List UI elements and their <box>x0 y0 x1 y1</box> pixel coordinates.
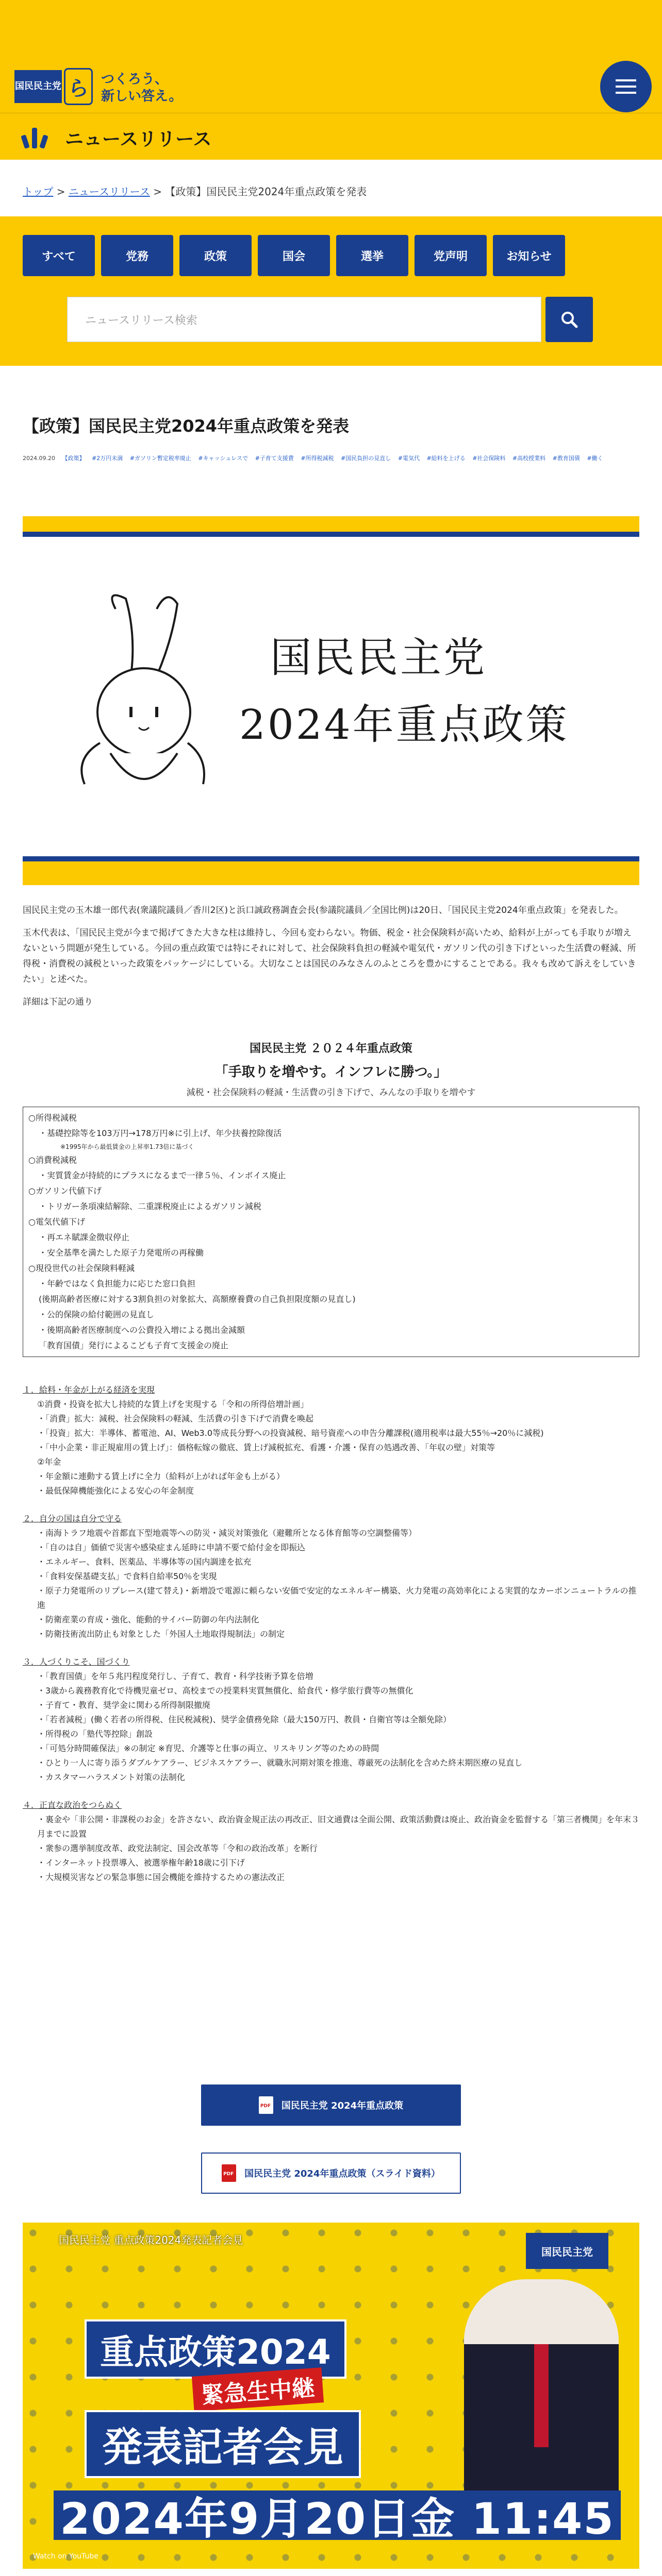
category-tabs <box>23 235 565 276</box>
tagline <box>101 71 183 105</box>
detail-item: ・カスタマーハラスメント対策の法制化 <box>37 1772 185 1782</box>
tagline-line-1: つくろう、 <box>101 72 169 87</box>
tag[interactable]: #国民負担の見直し <box>341 455 391 462</box>
summary-line: ○ガソリン代値下げ <box>28 1186 102 1196</box>
pdf-slides-button[interactable] <box>201 2153 461 2194</box>
detail-item: ・子育て・教育、奨学金に関わる所得制限撤廃 <box>37 1700 211 1710</box>
article-title: 【政策】国民民主党2024年重点政策を発表 <box>23 416 350 436</box>
detail-item: ・防衛技術流出防止も対象とした「外国人土地取得規制法」の制定 <box>37 1629 285 1639</box>
summary-line: ・基礎控除等を103万円→178万円※に引上げ、年少扶養控除復活 <box>39 1128 282 1138</box>
rabbit-mascot-icon <box>54 588 229 805</box>
hamburger-icon <box>616 79 636 94</box>
detail-item: ・ひとり一人に寄り添うダブルケアラー、ビジネスケアラー、就職氷河期対策を推進、尊厳死の法制化を含めた終末期医療の見直し <box>37 1758 523 1768</box>
summary-line: ・安全基準を満たした原子力発電所の再稼働 <box>39 1248 204 1258</box>
video-text-1: 重点政策2024 <box>85 2319 346 2379</box>
detail-heading: ２．自分の国は自分で守る <box>23 1514 122 1523</box>
video-text-4: 2024年9月20日金 11:45 <box>54 2490 621 2540</box>
tag[interactable]: #ガソリン暫定税率廃止 <box>129 455 191 462</box>
section-title: ニュースリリース <box>65 129 212 150</box>
detail-item: ・裏金や「非公開・非課税のお金」を許さない、政治資金規正法の再改正、旧文通費は全面公開、政策活動費は廃止、政治資金を監督する「第三者機関」を年末３月までに設置 <box>37 1815 640 1839</box>
policy-detail <box>23 1383 639 1885</box>
detail-item: ・インターネット投票導入、被選挙権年齢18歳に引下げ <box>37 1858 245 1868</box>
detail-item: ・「消費」拡大：減税、社会保険料の軽減、生活費の引き下げで消費を喚起 <box>37 1414 314 1423</box>
pdf-download-label: 国民民主党 2024年重点政策 <box>281 2100 404 2111</box>
party-logo[interactable]: 国民民主党 <box>14 70 62 103</box>
hero-bottom-stripe <box>23 861 639 885</box>
tag[interactable]: 【政策】 <box>62 455 85 462</box>
detail-item: ・「若者減税」(働く若者の所得税、住民税減税)、奨学金債務免除（最大150万円、教員・自衛官等は全額免除） <box>37 1715 452 1724</box>
detail-item: ②年金 <box>37 1457 61 1467</box>
news-search <box>67 297 593 342</box>
detail-item: ・最低保障機能強化による安心の年金制度 <box>37 1486 194 1496</box>
detail-item: ・年金額に連動する賃上げに全力（給料が上がれば年金も上がる） <box>37 1471 285 1481</box>
watch-on-youtube[interactable]: Watch on YouTube <box>33 2552 98 2561</box>
tag[interactable]: #2万円未満 <box>91 455 123 462</box>
tab-all[interactable]: すべて <box>23 235 95 276</box>
hero-bottom-line <box>23 856 639 861</box>
detail-item: ・「食料安保基礎支払」で食料自給率50％を実現 <box>37 1571 217 1581</box>
tab-statement[interactable]: 党声明 <box>415 235 487 276</box>
detail-item: ・「中小企業・非正規雇用の賃上げ」：価格転嫁の徹底、賃上げ減税拡充、看護・介護・保育の処遇改善、「年収の壁」対策等 <box>37 1443 495 1452</box>
detail-item: ・防衛産業の育成・強化、能動的サイバー防御の年内法制化 <box>37 1615 259 1624</box>
tag[interactable]: #社会保険料 <box>472 455 506 462</box>
tab-election[interactable]: 選挙 <box>336 235 408 276</box>
policy-slogan: 「手取りを増やす。インフレに勝つ。」 <box>214 1064 448 1080</box>
detail-item: ・エネルギー、食料、医薬品、半導体等の国内調達を拡充 <box>37 1557 252 1567</box>
pdf-slides-label: 国民民主党 2024年重点政策（スライド資料） <box>244 2168 440 2179</box>
summary-line: ○所得税減税 <box>28 1113 77 1123</box>
search-input[interactable]: ニュースリリース検索 <box>67 297 541 342</box>
detail-item: ・南海トラフ地震や首都直下型地震等への防災・減災対策強化（避難所となる体育館等の空調整備等） <box>37 1528 417 1538</box>
summary-line: ・トリガー条項凍結解除、二重課税廃止によるガソリン減税 <box>39 1201 261 1211</box>
tab-diet[interactable]: 国会 <box>258 235 330 276</box>
summary-line: ○電気代値下げ <box>28 1217 85 1227</box>
summary-line: ・再エネ賦課金徴収停止 <box>39 1232 130 1242</box>
hero-top-line <box>23 532 639 537</box>
hero-image <box>23 516 639 885</box>
hero-heading-1: 国民民主党 <box>270 634 487 682</box>
section-band <box>0 113 662 160</box>
youtube-video-embed[interactable] <box>23 2223 639 2569</box>
menu-button[interactable] <box>600 61 652 112</box>
summary-line: ・実質賃金が持続的にプラスになるまで一律５％、インボイス廃止 <box>39 1171 286 1180</box>
summary-line: ・公的保険の給付範囲の見直し <box>39 1310 155 1319</box>
detail-item: ・所得税の「塾代等控除」創設 <box>37 1729 153 1739</box>
tag[interactable]: #子育て支援費 <box>255 455 294 462</box>
article-body <box>23 903 639 1017</box>
pdf-download-button[interactable] <box>201 2084 461 2126</box>
party-logo-mark: ら <box>64 68 93 105</box>
article-meta <box>23 454 641 463</box>
site-header <box>0 0 662 113</box>
search-icon <box>560 310 578 329</box>
video-text-3: 発表記者会見 <box>85 2410 361 2478</box>
detail-item: ・「自のは自」価値で災害や感染症まん延時に申請不要で給付金を即振込 <box>37 1543 306 1552</box>
detail-item: ・「投資」拡大：半導体、蓄電池、AI、Web3.0等成長分野への投資減税、暗号資産への申告分離課税(適用税率は最大55％→20％に減税) <box>37 1428 544 1438</box>
video-title: 国民民主党 重点政策2024発表記者会見 <box>59 2234 243 2246</box>
detail-item: ・原子力発電所のリプレース(建て替え)・新増設で電源に頼らない安価で安定的なエネルギー構築、火力発電の高効率化による実質的なカーボンニュートラルの推進 <box>37 1586 637 1610</box>
tab-notice[interactable]: お知らせ <box>493 235 565 276</box>
hero-top-stripe <box>23 516 639 532</box>
exclamation-mark-icon <box>23 126 48 148</box>
video-text-2: 緊急生中継 <box>192 2367 324 2411</box>
summary-line: ※1995年から最低賃金の上昇率1.73倍に基づく <box>60 1143 194 1150</box>
detail-item: ・「可処分時間確保法」※の制定 ※育児、介護等と仕事の両立、リスキリング等のための時間 <box>37 1743 379 1753</box>
intro-paragraph: 玉木代表は、「国民民主党が今まで掲げてきた大きな柱は維持し、今回も変わらない。物価、税金・社会保険料が高いため、給料が上がっても手取りが増えないという問題が発生している。今回の重点政策では特にそれに対して、社会保険料負担の軽減や電気代・ガソリン代の引き下げといった生活費の軽減、所得税・消費税の減税といった政策をパッケージにしている。大切なことは国民のみなさんのふところを豊かにすることである。我々も改めて訴えをしていきたい」と述べた。 <box>23 928 636 985</box>
intro-paragraph: 詳細は下記の通り <box>23 997 93 1007</box>
detail-heading: １．給料・年金が上がる経済を実現 <box>23 1385 155 1395</box>
tag[interactable]: #給料を上げる <box>426 455 466 462</box>
detail-item: ・大規模災害などの緊急事態に国会機能を維持するための憲法改正 <box>37 1872 285 1882</box>
summary-line: ○消費税減税 <box>28 1155 77 1165</box>
tag[interactable]: #キャッシュレスで <box>198 455 249 462</box>
summary-line: ○現役世代の社会保険料軽減 <box>28 1263 135 1273</box>
pdf-icon: PDF <box>259 2096 273 2114</box>
pdf-icon: PDF <box>222 2164 236 2182</box>
tag[interactable]: #高校授業料 <box>512 455 546 462</box>
news-filter <box>0 216 662 366</box>
detail-item: ・衆参の選挙制度改革、政党法制定、国会改革等「令和の政治改革」を断行 <box>37 1843 318 1853</box>
summary-line: (後期高齢者医療に対する3割負担の対象拡大、高額療養費の自己負担限度額の見直し) <box>39 1294 356 1304</box>
search-button[interactable] <box>545 297 593 342</box>
tagline-line-2: 新しい答え。 <box>101 88 183 104</box>
summary-line: ・年齢ではなく負担能力に応じた窓口負担 <box>39 1279 196 1289</box>
tag[interactable]: #電気代 <box>398 455 420 462</box>
breadcrumb-current: 【政策】国民民主党2024年重点政策を発表 <box>165 185 367 198</box>
breadcrumb: トップ > ニュースリリース > 【政策】国民民主党2024年重点政策を発表 <box>23 185 367 198</box>
tag[interactable]: #所得税減税 <box>301 455 334 462</box>
detail-heading: ４．正直な政治をつらぬく <box>23 1800 122 1810</box>
summary-line: ・後期高齢者医療制度への公費投入増による拠出金減額 <box>39 1325 245 1335</box>
policy-subtitle: 減税・社会保険料の軽減・生活費の引き下げで、みんなの手取りを増やす <box>186 1088 476 1098</box>
speaker-figure <box>464 2279 619 2496</box>
tag[interactable]: #働く <box>587 455 603 462</box>
summary-line: 「教育国債」発行によるこども子育て支援金の廃止 <box>39 1341 229 1350</box>
tab-policy[interactable]: 政策 <box>179 235 252 276</box>
detail-item: ・「教育国債」を年５兆円程度発行し、子育て、教育・科学技術予算を倍増 <box>37 1671 313 1681</box>
detail-item: ①消費・投資を拡大し持続的な賃上げを実現する「令和の所得倍増計画」 <box>37 1399 309 1409</box>
policy-header: 国民民主党 ２０２４年重点政策 <box>250 1042 412 1055</box>
intro-paragraph: 国民民主党の玉木雄一郎代表(衆議院議員／香川2区)と浜口誠政務調査会長(参議院議員／全国比例)は20日、「国民民主党2024年重点政策」を発表した。 <box>23 905 623 916</box>
breadcrumb-news[interactable]: ニュースリリース <box>68 185 150 198</box>
breadcrumb-home[interactable]: トップ <box>23 185 54 198</box>
policy-summary-box <box>23 1107 639 1357</box>
detail-item: ・3歳から義務教育化で待機児童ゼロ、高校までの授業料実質無償化、給食代・修学旅行費等の無償化 <box>37 1686 413 1696</box>
detail-heading: ３．人づくりこそ、国づくり <box>23 1657 130 1667</box>
hero-heading-2: 2024年重点政策 <box>239 701 569 749</box>
video-logo: 国民民主党 <box>526 2233 608 2269</box>
article-date: 2024.09.20 <box>23 455 55 462</box>
tag[interactable]: #教育国債 <box>552 455 580 462</box>
tab-party-affairs[interactable]: 党務 <box>101 235 173 276</box>
